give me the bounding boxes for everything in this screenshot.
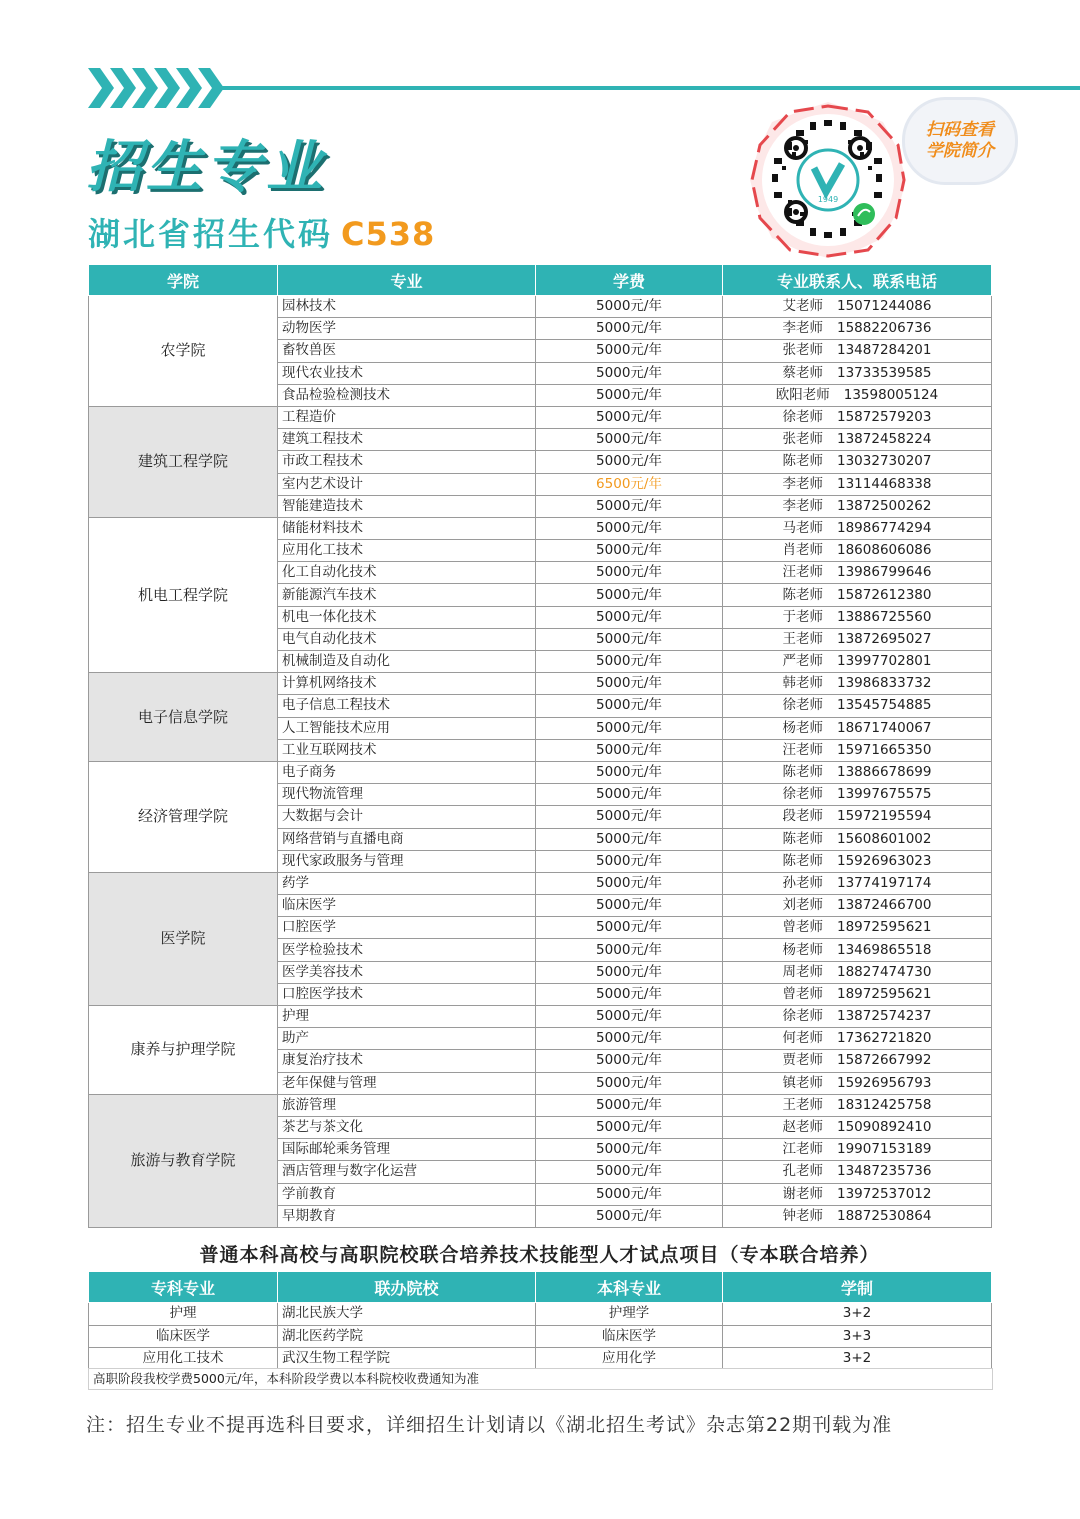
contact-name: 肖老师 bbox=[782, 542, 823, 559]
header-contact: 专业联系人、联系电话 bbox=[723, 265, 992, 296]
major-cell: 现代物流管理 bbox=[278, 784, 536, 806]
fee-cell: 5000元/年 bbox=[536, 695, 723, 717]
fee-cell: 5000元/年 bbox=[536, 1139, 723, 1161]
fee-cell: 5000元/年 bbox=[536, 872, 723, 894]
contact-name: 汪老师 bbox=[782, 741, 823, 758]
college-cell: 农学院 bbox=[89, 296, 278, 407]
joint-row bbox=[89, 1325, 992, 1348]
major-cell: 药学 bbox=[278, 872, 536, 894]
contact-name: 徐老师 bbox=[782, 409, 823, 426]
contact-name: 张老师 bbox=[782, 342, 823, 359]
contact-name: 韩老师 bbox=[782, 675, 823, 692]
contact-phone[interactable]: 18986774294 bbox=[837, 519, 932, 536]
fee-cell: 5000元/年 bbox=[536, 917, 723, 939]
contact-phone[interactable]: 15872579203 bbox=[837, 409, 932, 426]
major-cell: 室内艺术设计 bbox=[278, 473, 536, 495]
contact-cell bbox=[723, 495, 992, 517]
major-cell: 建筑工程技术 bbox=[278, 429, 536, 451]
contact-cell bbox=[723, 362, 992, 384]
fee-cell: 5000元/年 bbox=[536, 1050, 723, 1072]
contact-cell bbox=[723, 895, 992, 917]
contact-phone[interactable]: 13598005124 bbox=[843, 386, 939, 403]
footer-note: 注：招生专业不提再选科目要求，详细招生计划请以《湖北招生考试》杂志第22期刊载为准 bbox=[86, 1414, 893, 1436]
fee-cell: 5000元/年 bbox=[536, 1006, 723, 1028]
contact-cell bbox=[723, 340, 992, 362]
contact-phone[interactable]: 13032730207 bbox=[837, 453, 932, 470]
page-title: 招生专业 bbox=[86, 135, 326, 200]
subtitle-text: 湖北省招生代码 bbox=[88, 215, 334, 253]
contact-name: 赵老师 bbox=[782, 1119, 823, 1136]
contact-cell bbox=[723, 695, 992, 717]
contact-cell bbox=[723, 1072, 992, 1094]
page-subtitle bbox=[88, 215, 435, 253]
contact-cell bbox=[723, 384, 992, 406]
fee-cell: 5000元/年 bbox=[536, 495, 723, 517]
table-row bbox=[89, 1006, 992, 1028]
fee-cell: 5000元/年 bbox=[536, 828, 723, 850]
fee-cell: 5000元/年 bbox=[536, 628, 723, 650]
contact-cell bbox=[723, 739, 992, 761]
contact-cell bbox=[723, 1183, 992, 1205]
contact-cell bbox=[723, 1205, 992, 1227]
fee-cell: 5000元/年 bbox=[536, 451, 723, 473]
qr-caption-line-2: 学院简介 bbox=[926, 141, 994, 161]
contact-name: 李老师 bbox=[782, 475, 823, 492]
major-cell: 口腔医学 bbox=[278, 917, 536, 939]
major-cell: 机电一体化技术 bbox=[278, 606, 536, 628]
major-cell: 茶艺与茶文化 bbox=[278, 1116, 536, 1138]
table-row bbox=[89, 406, 992, 428]
fee-cell: 5000元/年 bbox=[536, 761, 723, 783]
major-cell: 护理 bbox=[278, 1006, 536, 1028]
major-cell: 电子信息工程技术 bbox=[278, 695, 536, 717]
fee-cell: 5000元/年 bbox=[536, 784, 723, 806]
major-cell: 大数据与会计 bbox=[278, 806, 536, 828]
contact-phone[interactable]: 15872667992 bbox=[837, 1052, 932, 1069]
contact-name: 何老师 bbox=[782, 1030, 823, 1047]
fee-cell: 5000元/年 bbox=[536, 850, 723, 872]
major-cell: 工程造价 bbox=[278, 406, 536, 428]
fee-cell: 5000元/年 bbox=[536, 1116, 723, 1138]
major-cell: 助产 bbox=[278, 1028, 536, 1050]
contact-name: 陈老师 bbox=[782, 830, 823, 847]
major-cell: 现代家政服务与管理 bbox=[278, 850, 536, 872]
fee-cell: 5000元/年 bbox=[536, 384, 723, 406]
contact-cell bbox=[723, 429, 992, 451]
majors-table-body bbox=[89, 296, 992, 1228]
major-cell: 工业互联网技术 bbox=[278, 739, 536, 761]
contact-cell bbox=[723, 606, 992, 628]
major-cell: 网络营销与直播电商 bbox=[278, 828, 536, 850]
contact-name: 陈老师 bbox=[782, 852, 823, 869]
fee-cell: 5000元/年 bbox=[536, 1094, 723, 1116]
contact-cell bbox=[723, 761, 992, 783]
contact-cell bbox=[723, 784, 992, 806]
contact-cell bbox=[723, 917, 992, 939]
fee-cell: 5000元/年 bbox=[536, 562, 723, 584]
contact-cell bbox=[723, 939, 992, 961]
contact-name: 杨老师 bbox=[782, 941, 823, 958]
contact-name: 曾老师 bbox=[782, 919, 823, 936]
college-cell: 建筑工程学院 bbox=[89, 406, 278, 517]
fee-cell: 5000元/年 bbox=[536, 517, 723, 539]
fee-cell: 5000元/年 bbox=[536, 318, 723, 340]
contact-phone[interactable]: 15882206736 bbox=[837, 320, 932, 337]
header-major: 专业 bbox=[278, 265, 536, 296]
qr-caption-line-1: 扫码查看 bbox=[926, 119, 994, 140]
table-row bbox=[89, 1094, 992, 1116]
contact-name: 汪老师 bbox=[782, 564, 823, 581]
contact-phone[interactable]: 15972195594 bbox=[837, 808, 932, 825]
joint-bachelor-cell: 护理学 bbox=[536, 1303, 723, 1326]
contact-cell bbox=[723, 540, 992, 562]
contact-cell bbox=[723, 473, 992, 495]
table-row bbox=[89, 296, 992, 318]
joint-system-cell: 3+2 bbox=[723, 1348, 992, 1371]
joint-row bbox=[89, 1348, 992, 1371]
major-cell: 学前教育 bbox=[278, 1183, 536, 1205]
contact-cell bbox=[723, 1006, 992, 1028]
major-cell: 临床医学 bbox=[278, 895, 536, 917]
contact-cell bbox=[723, 318, 992, 340]
contact-phone[interactable]: 15071244086 bbox=[837, 298, 932, 315]
fee-cell: 5000元/年 bbox=[536, 939, 723, 961]
major-cell: 园林技术 bbox=[278, 296, 536, 318]
contact-phone[interactable]: 13997702801 bbox=[837, 653, 932, 670]
contact-cell bbox=[723, 673, 992, 695]
contact-phone[interactable]: 13972537012 bbox=[837, 1185, 932, 1202]
contact-phone[interactable]: 15971665350 bbox=[837, 741, 932, 758]
joint-table-body bbox=[89, 1303, 992, 1371]
major-cell: 电子商务 bbox=[278, 761, 536, 783]
contact-name: 张老师 bbox=[782, 431, 823, 448]
majors-table bbox=[88, 264, 992, 1228]
college-cell: 机电工程学院 bbox=[89, 517, 278, 672]
fee-cell: 5000元/年 bbox=[536, 1205, 723, 1227]
major-cell: 电气自动化技术 bbox=[278, 628, 536, 650]
contact-cell bbox=[723, 983, 992, 1005]
contact-name: 段老师 bbox=[782, 808, 823, 825]
contact-name: 钟老师 bbox=[782, 1207, 823, 1224]
college-cell: 经济管理学院 bbox=[89, 761, 278, 872]
contact-phone[interactable]: 13986833732 bbox=[837, 675, 932, 692]
major-cell: 动物医学 bbox=[278, 318, 536, 340]
contact-name: 王老师 bbox=[782, 1096, 823, 1113]
contact-name: 于老师 bbox=[782, 608, 823, 625]
contact-name: 艾老师 bbox=[782, 298, 823, 315]
table-row bbox=[89, 673, 992, 695]
college-cell: 电子信息学院 bbox=[89, 673, 278, 762]
contact-name: 周老师 bbox=[782, 963, 823, 980]
contact-phone[interactable]: 17362721820 bbox=[837, 1030, 932, 1047]
contact-cell bbox=[723, 872, 992, 894]
contact-cell bbox=[723, 1050, 992, 1072]
table-row bbox=[89, 517, 992, 539]
contact-cell bbox=[723, 1094, 992, 1116]
contact-phone[interactable]: 15090892410 bbox=[837, 1119, 932, 1136]
fee-cell: 5000元/年 bbox=[536, 895, 723, 917]
joint-program-title: 普通本科高校与高职院校联合培养技术技能型人才试点项目（专本联合培养） bbox=[199, 1244, 880, 1266]
college-cell: 康养与护理学院 bbox=[89, 1006, 278, 1095]
contact-name: 陈老师 bbox=[782, 586, 823, 603]
fee-cell: 5000元/年 bbox=[536, 1161, 723, 1183]
fee-cell: 5000元/年 bbox=[536, 651, 723, 673]
contact-phone[interactable]: 13872695027 bbox=[837, 630, 932, 647]
contact-name: 徐老师 bbox=[782, 786, 823, 803]
table-row bbox=[89, 761, 992, 783]
fee-cell: 5000元/年 bbox=[536, 1072, 723, 1094]
contact-cell bbox=[723, 517, 992, 539]
major-cell: 旅游管理 bbox=[278, 1094, 536, 1116]
major-cell: 人工智能技术应用 bbox=[278, 717, 536, 739]
major-cell: 早期教育 bbox=[278, 1205, 536, 1227]
joint-major-cell: 护理 bbox=[89, 1303, 278, 1326]
contact-phone[interactable]: 15608601002 bbox=[837, 830, 932, 847]
contact-phone[interactable]: 13997675575 bbox=[837, 786, 932, 803]
contact-phone[interactable]: 18972595621 bbox=[837, 985, 932, 1002]
contact-phone[interactable]: 13872458224 bbox=[837, 431, 932, 448]
major-cell: 智能建造技术 bbox=[278, 495, 536, 517]
fee-cell: 5000元/年 bbox=[536, 540, 723, 562]
fee-cell: 5000元/年 bbox=[536, 961, 723, 983]
fee-cell: 5000元/年 bbox=[536, 983, 723, 1005]
contact-phone[interactable]: 13469865518 bbox=[837, 941, 932, 958]
contact-name: 马老师 bbox=[782, 519, 823, 536]
contact-phone[interactable]: 18872530864 bbox=[837, 1207, 932, 1224]
contact-phone[interactable]: 13986799646 bbox=[837, 564, 932, 581]
fee-cell: 5000元/年 bbox=[536, 806, 723, 828]
contact-name: 严老师 bbox=[782, 653, 823, 670]
contact-cell bbox=[723, 562, 992, 584]
contact-phone[interactable]: 15872612380 bbox=[837, 586, 932, 603]
joint-header-school: 联办院校 bbox=[278, 1272, 536, 1303]
enrollment-code: C538 bbox=[341, 215, 436, 253]
contact-phone[interactable]: 18671740067 bbox=[837, 719, 932, 736]
contact-cell bbox=[723, 406, 992, 428]
joint-header-major: 专科专业 bbox=[89, 1272, 278, 1303]
joint-school-cell: 湖北医药学院 bbox=[278, 1325, 536, 1348]
fee-cell: 5000元/年 bbox=[536, 717, 723, 739]
major-cell: 医学检验技术 bbox=[278, 939, 536, 961]
contact-cell bbox=[723, 451, 992, 473]
contact-phone[interactable]: 15926963023 bbox=[837, 852, 932, 869]
contact-phone[interactable]: 13872500262 bbox=[837, 497, 932, 514]
contact-phone[interactable]: 13545754885 bbox=[837, 697, 932, 714]
major-cell: 康复治疗技术 bbox=[278, 1050, 536, 1072]
joint-row bbox=[89, 1303, 992, 1326]
header-fee: 学费 bbox=[536, 265, 723, 296]
contact-phone[interactable]: 13487235736 bbox=[837, 1163, 932, 1180]
fee-cell: 5000元/年 bbox=[536, 406, 723, 428]
joint-system-cell: 3+3 bbox=[723, 1325, 992, 1348]
major-cell: 老年保健与管理 bbox=[278, 1072, 536, 1094]
major-cell: 化工自动化技术 bbox=[278, 562, 536, 584]
joint-bachelor-cell: 临床医学 bbox=[536, 1325, 723, 1348]
contact-phone[interactable]: 13886725560 bbox=[837, 608, 932, 625]
contact-name: 孔老师 bbox=[782, 1163, 823, 1180]
major-cell: 医学美容技术 bbox=[278, 961, 536, 983]
fee-cell: 5000元/年 bbox=[536, 1183, 723, 1205]
joint-bachelor-cell: 应用化学 bbox=[536, 1348, 723, 1371]
contact-phone[interactable]: 13872466700 bbox=[837, 897, 932, 914]
major-cell: 市政工程技术 bbox=[278, 451, 536, 473]
major-cell: 食品检验检测技术 bbox=[278, 384, 536, 406]
contact-cell bbox=[723, 1116, 992, 1138]
contact-phone[interactable]: 13872574237 bbox=[837, 1008, 932, 1025]
contact-phone[interactable]: 18312425758 bbox=[837, 1096, 932, 1113]
contact-cell bbox=[723, 1139, 992, 1161]
joint-system-cell: 3+2 bbox=[723, 1303, 992, 1326]
contact-cell bbox=[723, 1028, 992, 1050]
joint-program-table bbox=[88, 1271, 992, 1371]
contact-name: 刘老师 bbox=[782, 897, 823, 914]
contact-phone[interactable]: 18972595621 bbox=[837, 919, 932, 936]
contact-cell bbox=[723, 1161, 992, 1183]
contact-cell bbox=[723, 828, 992, 850]
fee-cell: 5000元/年 bbox=[536, 429, 723, 451]
joint-header-row bbox=[89, 1272, 992, 1303]
major-cell: 计算机网络技术 bbox=[278, 673, 536, 695]
fee-cell: 5000元/年 bbox=[536, 340, 723, 362]
table-row bbox=[89, 872, 992, 894]
contact-name: 江老师 bbox=[782, 1141, 823, 1158]
fee-cell: 5000元/年 bbox=[536, 673, 723, 695]
joint-school-cell: 湖北民族大学 bbox=[278, 1303, 536, 1326]
major-cell: 国际邮轮乘务管理 bbox=[278, 1139, 536, 1161]
fee-cell: 5000元/年 bbox=[536, 584, 723, 606]
contact-cell bbox=[723, 850, 992, 872]
joint-header-system: 学制 bbox=[723, 1272, 992, 1303]
contact-name: 徐老师 bbox=[782, 697, 823, 714]
fee-cell: 6500元/年 bbox=[536, 473, 723, 495]
fee-cell: 5000元/年 bbox=[536, 296, 723, 318]
contact-cell bbox=[723, 717, 992, 739]
contact-cell bbox=[723, 584, 992, 606]
contact-cell bbox=[723, 651, 992, 673]
contact-cell bbox=[723, 628, 992, 650]
joint-header-bachelor: 本科专业 bbox=[536, 1272, 723, 1303]
college-cell: 旅游与教育学院 bbox=[89, 1094, 278, 1227]
contact-phone[interactable]: 13774197174 bbox=[837, 874, 932, 891]
header-college: 学院 bbox=[89, 265, 278, 296]
major-cell: 新能源汽车技术 bbox=[278, 584, 536, 606]
contact-cell bbox=[723, 296, 992, 318]
major-cell: 酒店管理与数字化运营 bbox=[278, 1161, 536, 1183]
major-cell: 口腔医学技术 bbox=[278, 983, 536, 1005]
contact-cell bbox=[723, 806, 992, 828]
joint-major-cell: 应用化工技术 bbox=[89, 1348, 278, 1371]
mini-program-qr-code[interactable] bbox=[748, 100, 908, 260]
contact-name: 孙老师 bbox=[782, 874, 823, 891]
contact-name: 王老师 bbox=[782, 630, 823, 647]
contact-name: 镇老师 bbox=[782, 1074, 823, 1091]
major-cell: 机械制造及自动化 bbox=[278, 651, 536, 673]
contact-cell bbox=[723, 961, 992, 983]
college-cell: 医学院 bbox=[89, 872, 278, 1005]
contact-phone[interactable]: 18827474730 bbox=[837, 963, 932, 980]
joint-fee-note: 高职阶段我校学费5000元/年，本科阶段学费以本科院校收费通知为准 bbox=[88, 1368, 993, 1390]
qr-caption-bubble bbox=[905, 100, 1015, 182]
contact-name: 李老师 bbox=[782, 497, 823, 514]
major-cell: 储能材料技术 bbox=[278, 517, 536, 539]
contact-name: 谢老师 bbox=[782, 1185, 823, 1202]
qr-badge-year: 1949 bbox=[817, 195, 839, 204]
contact-name: 蔡老师 bbox=[782, 364, 823, 381]
contact-name: 欧阳老师 bbox=[775, 386, 830, 403]
fee-cell: 5000元/年 bbox=[536, 362, 723, 384]
fee-cell: 5000元/年 bbox=[536, 739, 723, 761]
contact-phone[interactable]: 15926956793 bbox=[837, 1074, 932, 1091]
major-cell: 畜牧兽医 bbox=[278, 340, 536, 362]
contact-phone[interactable]: 19907153189 bbox=[837, 1141, 932, 1158]
contact-name: 曾老师 bbox=[782, 985, 823, 1002]
major-cell: 现代农业技术 bbox=[278, 362, 536, 384]
contact-name: 贾老师 bbox=[782, 1052, 823, 1069]
fee-cell: 5000元/年 bbox=[536, 606, 723, 628]
contact-name: 陈老师 bbox=[782, 453, 823, 470]
major-cell: 应用化工技术 bbox=[278, 540, 536, 562]
table-header-row bbox=[89, 265, 992, 296]
contact-name: 杨老师 bbox=[782, 719, 823, 736]
joint-school-cell: 武汉生物工程学院 bbox=[278, 1348, 536, 1371]
contact-name: 陈老师 bbox=[782, 764, 823, 781]
header-rule bbox=[215, 86, 1080, 90]
contact-name: 李老师 bbox=[782, 320, 823, 337]
fee-cell: 5000元/年 bbox=[536, 1028, 723, 1050]
contact-phone[interactable]: 13733539585 bbox=[837, 364, 932, 381]
contact-phone[interactable]: 13886678699 bbox=[837, 764, 932, 781]
contact-name: 徐老师 bbox=[782, 1008, 823, 1025]
contact-phone[interactable]: 18608606086 bbox=[837, 542, 932, 559]
contact-phone[interactable]: 13487284201 bbox=[837, 342, 932, 359]
contact-phone[interactable]: 13114468338 bbox=[837, 475, 932, 492]
joint-major-cell: 临床医学 bbox=[89, 1325, 278, 1348]
